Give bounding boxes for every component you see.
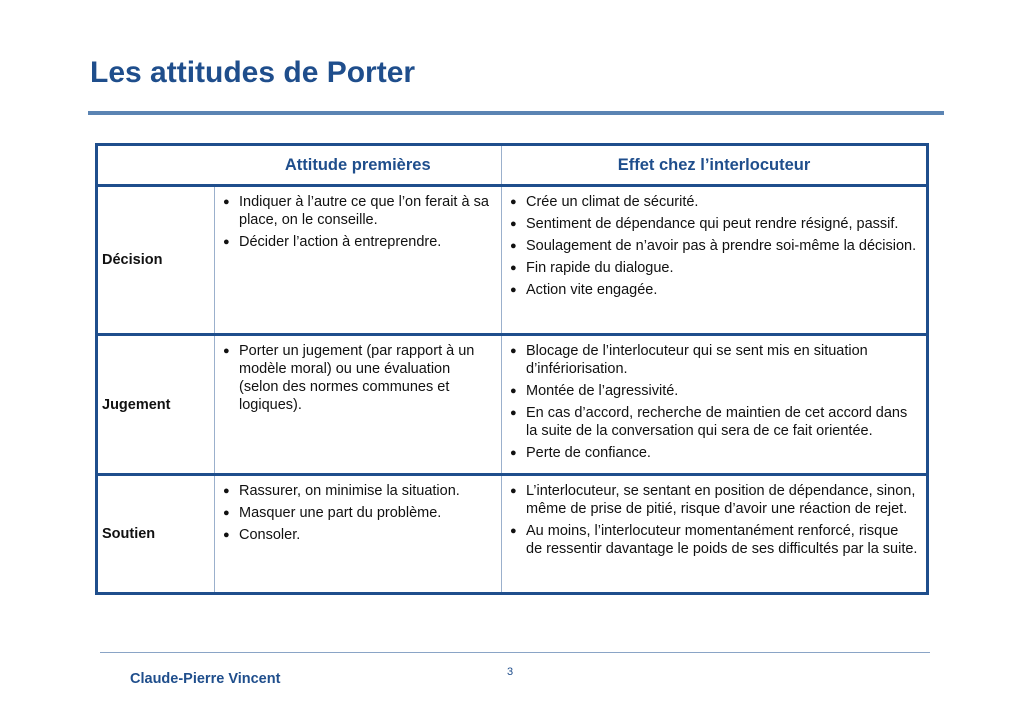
attitudes-cell (215, 475, 502, 594)
attitudes-list (223, 482, 493, 544)
effets-cell (502, 475, 928, 594)
list-item: ● Sentiment de dépendance qui peut rendre résigné, passif. (510, 215, 918, 233)
porter-attitudes-table (95, 143, 929, 595)
row-label: Décision (97, 186, 215, 335)
list-item: ● L’interlocuteur, se sentant en position de dépendance, sinon, même de prise de pitié, risque d’avoir une réaction de rejet. (510, 482, 918, 518)
list-item: ● En cas d’accord, recherche de maintien de cet accord dans la suite de la conversation qui sera de ce fait orientée. (510, 404, 918, 440)
footer-divider (100, 652, 930, 653)
list-item: ● Fin rapide du dialogue. (510, 259, 918, 277)
row-label: Jugement (97, 335, 215, 475)
table-header-row (97, 145, 928, 186)
list-item: ● Masquer une part du problème. (223, 504, 493, 522)
table-row (97, 186, 928, 335)
list-item: ● Crée un climat de sécurité. (510, 193, 918, 211)
effets-list (510, 193, 918, 299)
effets-cell (502, 186, 928, 335)
list-item: ● Consoler. (223, 526, 493, 544)
attitudes-list (223, 342, 493, 414)
list-item: ● Indiquer à l’autre ce que l’on ferait à sa place, on le conseille. (223, 193, 493, 229)
table-row (97, 335, 928, 475)
effets-cell (502, 335, 928, 475)
header-attitudes: Attitude premières (215, 145, 502, 186)
row-label: Soutien (97, 475, 215, 594)
list-item: ● Perte de confiance. (510, 444, 918, 462)
footer-author: Claude-Pierre Vincent (130, 671, 281, 687)
list-item: ● Montée de l’agressivité. (510, 382, 918, 400)
list-item: ● Porter un jugement (par rapport à un modèle moral) ou une évaluation (selon des normes communes et logiques). (223, 342, 493, 414)
effets-list (510, 482, 918, 558)
list-item: ● Soulagement de n’avoir pas à prendre soi-même la décision. (510, 237, 918, 255)
attitudes-cell (215, 335, 502, 475)
header-cell-empty (97, 145, 215, 186)
page-title: Les attitudes de Porter (90, 56, 416, 89)
list-item: ● Au moins, l’interlocuteur momentanément renforcé, risque de ressentir davantage le poids de ses difficultés par la suite. (510, 522, 918, 558)
effets-list (510, 342, 918, 462)
attitudes-list (223, 193, 493, 251)
attitudes-cell (215, 186, 502, 335)
title-divider (88, 111, 944, 115)
list-item: ● Rassurer, on minimise la situation. (223, 482, 493, 500)
list-item: ● Action vite engagée. (510, 281, 918, 299)
table-row (97, 475, 928, 594)
list-item: ● Décider l’action à entreprendre. (223, 233, 493, 251)
list-item: ● Blocage de l’interlocuteur qui se sent mis en situation d’infériorisation. (510, 342, 918, 378)
header-effets: Effet chez l’interlocuteur (502, 145, 928, 186)
page-number: 3 (507, 666, 514, 678)
